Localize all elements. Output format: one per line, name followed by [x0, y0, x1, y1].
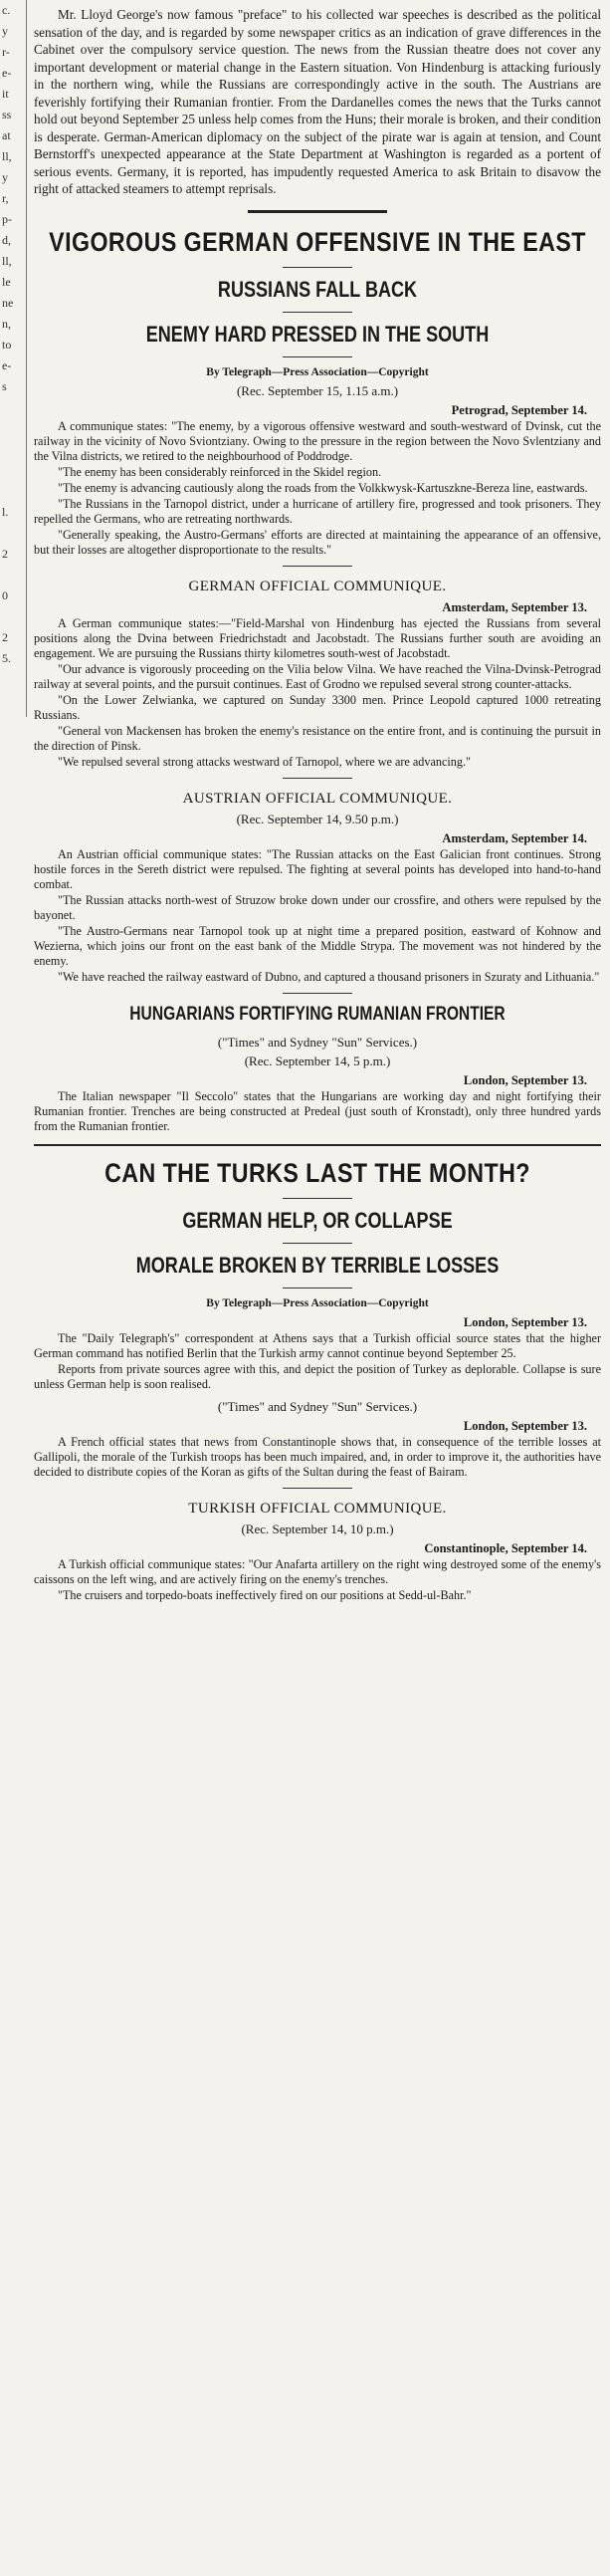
- margin-fragment: e-: [2, 66, 12, 80]
- margin-fragment: to: [2, 338, 12, 351]
- news-sources: ("Times" and Sydney "Sun" Services.): [217, 1034, 418, 1050]
- story-hungarians: [34, 1002, 601, 1134]
- divider: [283, 267, 352, 268]
- margin-fragment: n,: [2, 317, 11, 331]
- divider: [283, 1243, 352, 1244]
- margin-fragment: [2, 397, 28, 418]
- intro-summary: Mr. Lloyd George's now famous "preface" to his collected war speeches is described as the political sensation of the day, and is regarded by some newspaper critics as an indication of grave differences in the Cabinet over the compulsory service question. The news from the Russian theatre does not cover any important development or material change in the Eastern situation. Von Hindenburg is attacking furiously in the northern wing, while the Russians are correspondingly active in the south. The Austrians are feverishly fortifying their Rumanian frontier. From the Dardanelles comes the news that the Turks cannot hold out beyond September 25 unless help comes from the Huns; their morale is broken, and their condition is desperate. German-American diplomacy on the subject of the pirate war is again at tension, and Count Bernstorff's unexpected appearance at the State Department at Washington is regarded as a portent of serious events. Germany, it is reported, has impudently requested America to ask Britain to disavow the right of attacked steamers to attempt reprisals.: [34, 7, 601, 196]
- dateline: London, September 13.: [463, 1314, 587, 1329]
- story-german-offensive: [34, 225, 601, 558]
- story-german-communique: [34, 577, 601, 770]
- paragraph: "The enemy is advancing cautiously along the roads from the Volkkwysk-Kartuszkne-Bereza line, eastwards.: [58, 480, 588, 495]
- margin-fragment: [2, 606, 28, 627]
- paragraph: Reports from private sources agree with this, and depict the position of Turkey as deplorable. Collapse is sure unless German help is soon realised.: [34, 1361, 601, 1391]
- margin-fragment: [2, 523, 28, 544]
- margin-fragment: e-: [2, 358, 12, 372]
- story-turks: [34, 1156, 601, 1480]
- received-time: (Rec. September 15, 1.15 a.m.): [236, 382, 399, 398]
- received-time: (Rec. September 14, 5 p.m.): [244, 1053, 391, 1068]
- divider: [283, 1488, 352, 1489]
- column-rule: [26, 0, 27, 717]
- paragraph: "The Austro-Germans near Tarnopol took up at night time a prepared position, eastward of Kohnow and Wezierna, which joins our front on the east bank of the Middle Strypa. The movement was not hindered by the enemy.: [34, 923, 601, 968]
- subheadline: MORALE BROKEN BY TERRIBLE LOSSES: [135, 1252, 500, 1278]
- margin-fragment: c.: [2, 3, 11, 17]
- section-divider: [34, 1144, 601, 1146]
- margin-fragment: 2: [2, 547, 8, 561]
- dateline: London, September 13.: [463, 1418, 587, 1433]
- divider: [283, 566, 352, 567]
- story-turkish-communique: [34, 1499, 601, 1603]
- margin-fragment: [2, 460, 28, 481]
- margin-fragment: r-: [2, 45, 10, 59]
- section-heading: TURKISH OFFICIAL COMMUNIQUE.: [188, 1500, 447, 1517]
- subheadline: GERMAN HELP, OR COLLAPSE: [182, 1207, 453, 1233]
- paragraph: A French official states that news from Constantinople shows that, in consequence of the terrible losses at Gallipoli, the morale of the Turkish troops has been much impaired, and, in order to improve it, the authorities have decided to distribute copies of the Koran as gifts of the Sultan during the feast of Bairam.: [34, 1434, 601, 1479]
- press-credit: By Telegraph—Press Association—Copyright: [206, 365, 429, 378]
- margin-fragment: [2, 418, 28, 439]
- paragraph: "Our advance is vigorously proceeding on the Vilia below Vilna. We have reached the Vilna-Dvinsk-Petrograd railway at several points, and the pursuit continues. East of Grodno we repulsed several strong counter-attacks.: [34, 661, 601, 691]
- section-divider: [248, 210, 387, 213]
- margin-fragment: 0: [2, 588, 8, 602]
- paragraph: An Austrian official communique states: "The Russian attacks on the East Galician front continues. Strong hostile forces in the Sereth district were repulsed. The fighting at several points has developed into hand-to-hand combat.: [34, 846, 601, 891]
- paragraph: "The Russians in the Tarnopol district, under a hurricane of artillery fire, progressed and took prisoners. They repelled the Germans, who are retreating northwards.: [34, 496, 601, 526]
- subheadline: RUSSIANS FALL BACK: [217, 276, 418, 302]
- dateline: London, September 13.: [463, 1072, 587, 1087]
- paragraph: "We have reached the railway eastward of Dubno, and captured a thousand prisoners in Szuraty and Lithuania.": [58, 969, 600, 984]
- paragraph: "Generally speaking, the Austro-Germans' efforts are directed at maintaining the appearance of an offensive, but their losses are altogether disproportionate to the results.": [34, 527, 601, 557]
- paragraph: "The cruisers and torpedo-boats ineffectively fired on our positions at Sedd-ul-Bahr.": [58, 1587, 472, 1602]
- margin-fragment: [2, 481, 28, 502]
- subheadline: ENEMY HARD PRESSED IN THE SOUTH: [145, 321, 490, 347]
- paragraph: The "Daily Telegraph's" correspondent at Athens says that a Turkish official source states that the higher German command has notified Berlin that the Turkish army cannot continue beyond September 25.: [34, 1330, 601, 1360]
- paragraph: "General von Mackensen has broken the enemy's resistance on the entire front, and is continuing the pursuit in the direction of Pinsk.: [34, 723, 601, 753]
- margin-fragment: l.: [2, 505, 9, 519]
- margin-fragment: p-: [2, 212, 12, 226]
- news-sources: ("Times" and Sydney "Sun" Services.): [217, 1398, 418, 1414]
- margin-fragment: 2: [2, 630, 8, 644]
- margin-fragment: r,: [2, 191, 9, 205]
- headline: CAN THE TURKS LAST THE MONTH?: [104, 1157, 530, 1188]
- margin-fragment: y: [2, 170, 8, 184]
- dateline: Amsterdam, September 13.: [442, 599, 587, 614]
- dateline: Petrograd, September 14.: [451, 402, 587, 417]
- press-credit: By Telegraph—Press Association—Copyright: [206, 1296, 429, 1309]
- divider: [283, 778, 352, 779]
- headline: HUNGARIANS FORTIFYING RUMANIAN FRONTIER: [129, 1003, 506, 1025]
- paragraph: "On the Lower Zelwianka, we captured on Sunday 3300 men. Prince Leopold captured 1000 retreating Russians.: [34, 692, 601, 722]
- left-margin-fragments: [0, 0, 28, 1693]
- main-column: [34, 0, 601, 1603]
- paragraph: "The Russian attacks north-west of Struzow broke down under our crossfire, and others were repulsed by the bayonet.: [34, 892, 601, 922]
- margin-fragment: d,: [2, 233, 11, 247]
- margin-fragment: at: [2, 128, 11, 142]
- paragraph: "We repulsed several strong attacks westward of Tarnopol, where we are advancing.": [58, 754, 471, 769]
- section-heading: GERMAN OFFICIAL COMMUNIQUE.: [188, 578, 447, 594]
- margin-fragment: ll,: [2, 149, 12, 163]
- paragraph: "The enemy has been considerably reinforced in the Skidel region.: [58, 464, 382, 479]
- paragraph: A communique states: "The enemy, by a vigorous offensive westward and south-westward of Dvinsk, cut the railway in the vicinity of Novo Sviontziany. Owing to the pressure in the region between the Novo Svlentziany and the Vilna districts, we retired to the neighbourhood of Poddrodge.: [34, 418, 601, 463]
- dateline: Constantinople, September 14.: [424, 1540, 587, 1555]
- paragraph: A German communique states:—"Field-Marshal von Hindenburg has ejected the Russians from several positions along the Dvina between Friedrichstadt and Jacobstadt. The Russians further south are avoiding an engagement. We are pursuing the Russians thirty kilometres south-west of Jacobstadt.: [34, 615, 601, 660]
- received-time: (Rec. September 14, 9.50 p.m.): [236, 811, 399, 826]
- divider: [283, 312, 352, 313]
- paragraph: A Turkish official communique states: "Our Anafarta artillery on the right wing destroyed some of the enemy's caissons on the left wing, and are actively firing on the enemy's trenches.: [34, 1556, 601, 1586]
- margin-fragment: [2, 439, 28, 460]
- divider: [283, 1198, 352, 1199]
- margin-fragment: y: [2, 24, 8, 38]
- margin-fragment: ne: [2, 296, 14, 310]
- divider: [283, 993, 352, 994]
- margin-fragment: ss: [2, 108, 12, 121]
- margin-fragment: ll,: [2, 254, 12, 268]
- divider: [283, 356, 352, 357]
- headline: VIGOROUS GERMAN OFFENSIVE IN THE EAST: [49, 226, 586, 257]
- section-heading: AUSTRIAN OFFICIAL COMMUNIQUE.: [182, 790, 453, 807]
- received-time: (Rec. September 14, 10 p.m.): [241, 1521, 394, 1536]
- paragraph: The Italian newspaper "Il Seccolo" states that the Hungarians are working day and night fortifying their Rumanian frontier. Trenches are being constructed at Predeal (just south of Kronstadt), only three hundred yards from the Rumanian frontier.: [34, 1088, 601, 1133]
- margin-fragment: it: [2, 87, 9, 101]
- margin-fragment: s: [2, 379, 7, 393]
- dateline: Amsterdam, September 14.: [442, 830, 587, 845]
- margin-fragment: le: [2, 275, 11, 289]
- story-austrian-communique: [34, 789, 601, 985]
- margin-fragment: 5.: [2, 651, 11, 665]
- margin-fragment: [2, 565, 28, 585]
